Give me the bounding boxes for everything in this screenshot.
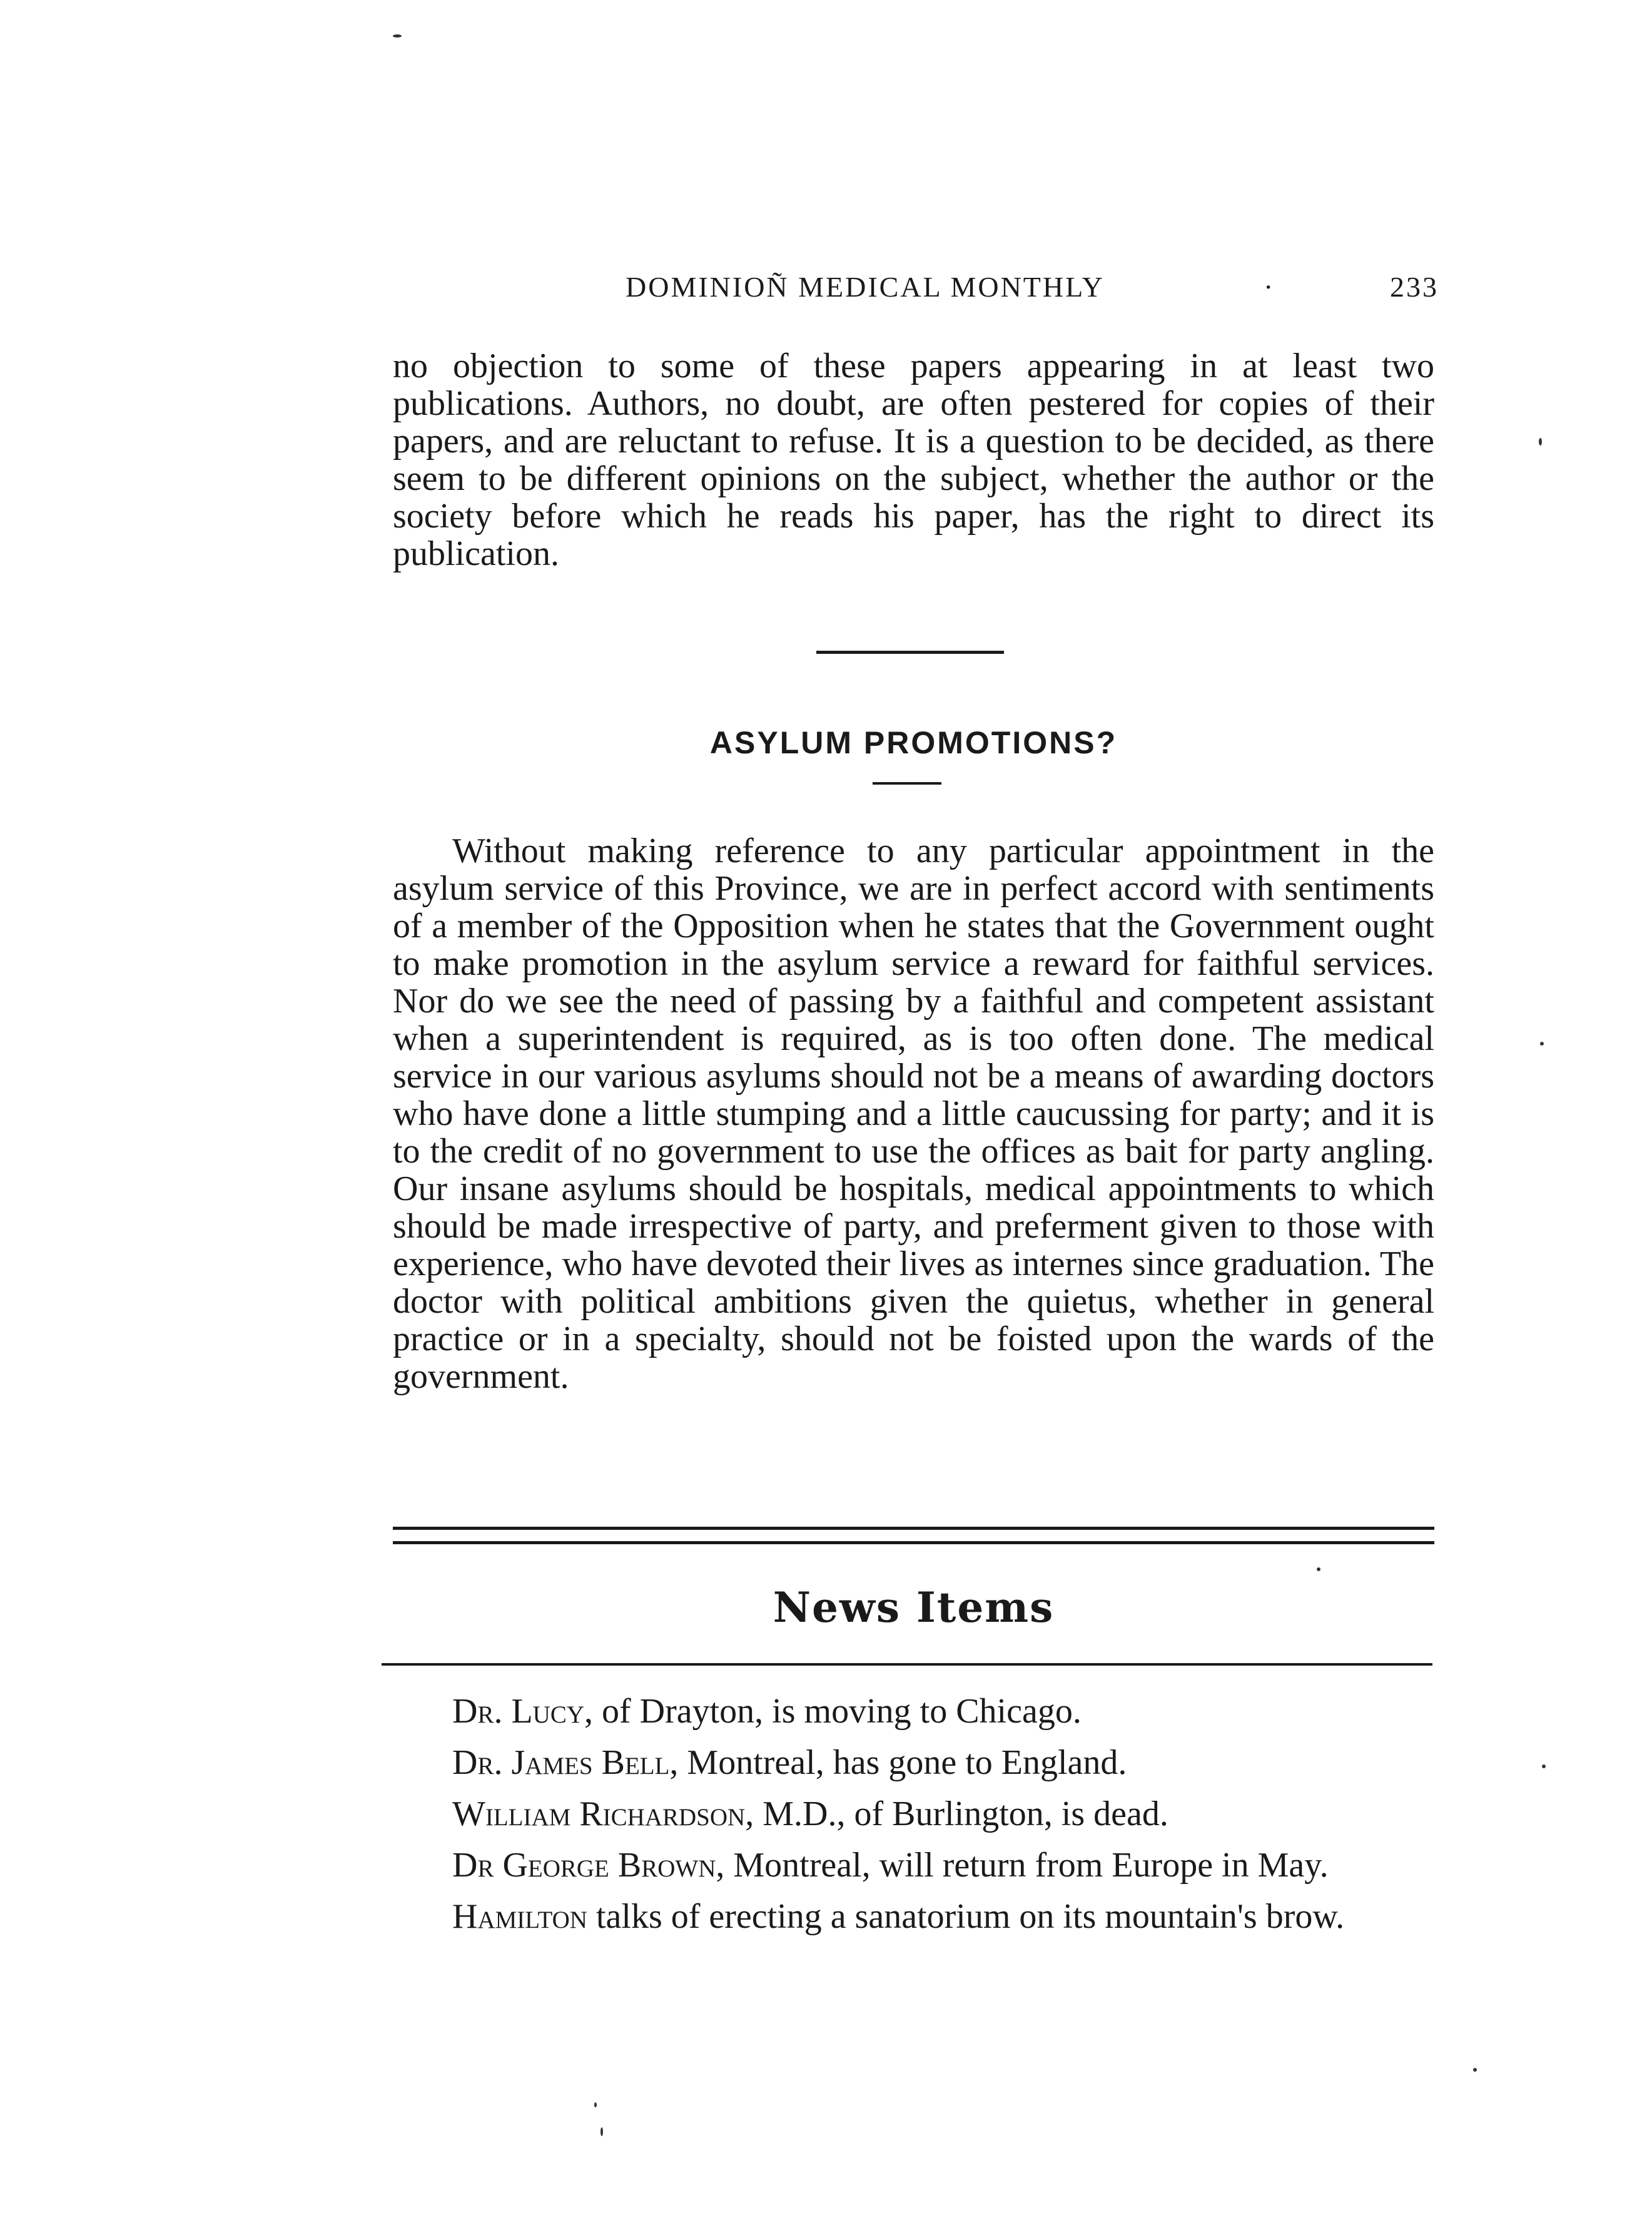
section-divider bbox=[816, 651, 1004, 654]
news-item-text: , Montreal, has gone to England. bbox=[669, 1743, 1127, 1782]
heading-underline bbox=[873, 782, 941, 785]
news-item-name: Dr. James Bell bbox=[452, 1743, 670, 1782]
news-item-text: , M.D., of Burlington, is dead. bbox=[745, 1795, 1168, 1833]
news-item bbox=[393, 1693, 1434, 1730]
asylum-heading: ASYLUM PROMOTIONS? bbox=[709, 725, 1118, 760]
news-item bbox=[393, 1846, 1434, 1884]
news-item-name: William Richardson bbox=[452, 1795, 746, 1833]
scan-speck bbox=[1473, 2068, 1477, 2072]
scan-speck bbox=[594, 2102, 597, 2107]
asylum-body: Without making reference to any particular appointment in the asylum service of this Province, we are in perfect accord with sentiments of a member of the Opposition when he states that the Government ought to make promotion in the asylum service a reward for faithful services. Nor do we see the need of passing by a faithful and competent assistant when a superintendent is required, as is too often done. The medical service in our various asylums should not be a means of awarding doctors who have done a little stumping and a little caucussing for party; and it is to the credit of no government to use the offices as bait for party angling. Our insane asylums should be hospitals, medical appointments to which should be made irrespective of party, and preferment given to those with experience, who have devoted their lives as internes since graduation. The doctor with political ambitions given the quietus, whether in general practice or in a specialty, should not be foisted upon the wards of the government. bbox=[393, 832, 1434, 1396]
news-heading: News Items bbox=[773, 1583, 1055, 1632]
scan-speck bbox=[1542, 1764, 1546, 1768]
header-dot: · bbox=[1264, 271, 1275, 303]
scan-speck bbox=[1317, 1567, 1320, 1571]
news-item-text: , of Drayton, is moving to Chicago. bbox=[584, 1692, 1082, 1731]
news-item-name: Hamilton bbox=[452, 1897, 587, 1936]
opening-paragraph: no objection to some of these papers appearing in at least two publications. Authors, no doubt, are often pestered for copies of their papers, and are reluctant to refuse. It is a question to be decided, as there seem to be different opinions on the subject, whether the author or the society before which he reads his paper, has the right to direct its publication. bbox=[393, 347, 1434, 573]
news-item-text: talks of erecting a sanatorium on its mountain's brow. bbox=[587, 1897, 1345, 1936]
scan-speck bbox=[393, 34, 402, 38]
news-item-name: Dr. Lucy bbox=[452, 1692, 585, 1731]
news-list bbox=[393, 1693, 1434, 1949]
news-item-name: Dr George Brown bbox=[452, 1846, 716, 1885]
news-item-text: , Montreal, will return from Europe in May. bbox=[716, 1846, 1329, 1885]
page-number: 233 bbox=[1390, 271, 1439, 303]
scan-speck bbox=[1540, 1042, 1544, 1046]
scan-speck bbox=[1539, 438, 1542, 445]
asylum-section bbox=[393, 832, 1434, 1395]
journal-title: DOMINIOÑ MEDICAL MONTHLY bbox=[626, 271, 1105, 303]
double-divider bbox=[393, 1527, 1434, 1544]
news-item bbox=[393, 1898, 1434, 1935]
scan-speck bbox=[600, 2127, 603, 2136]
news-heading-rule bbox=[382, 1663, 1432, 1666]
news-item bbox=[393, 1744, 1434, 1781]
news-item bbox=[393, 1795, 1434, 1833]
opening-section bbox=[393, 347, 1434, 573]
